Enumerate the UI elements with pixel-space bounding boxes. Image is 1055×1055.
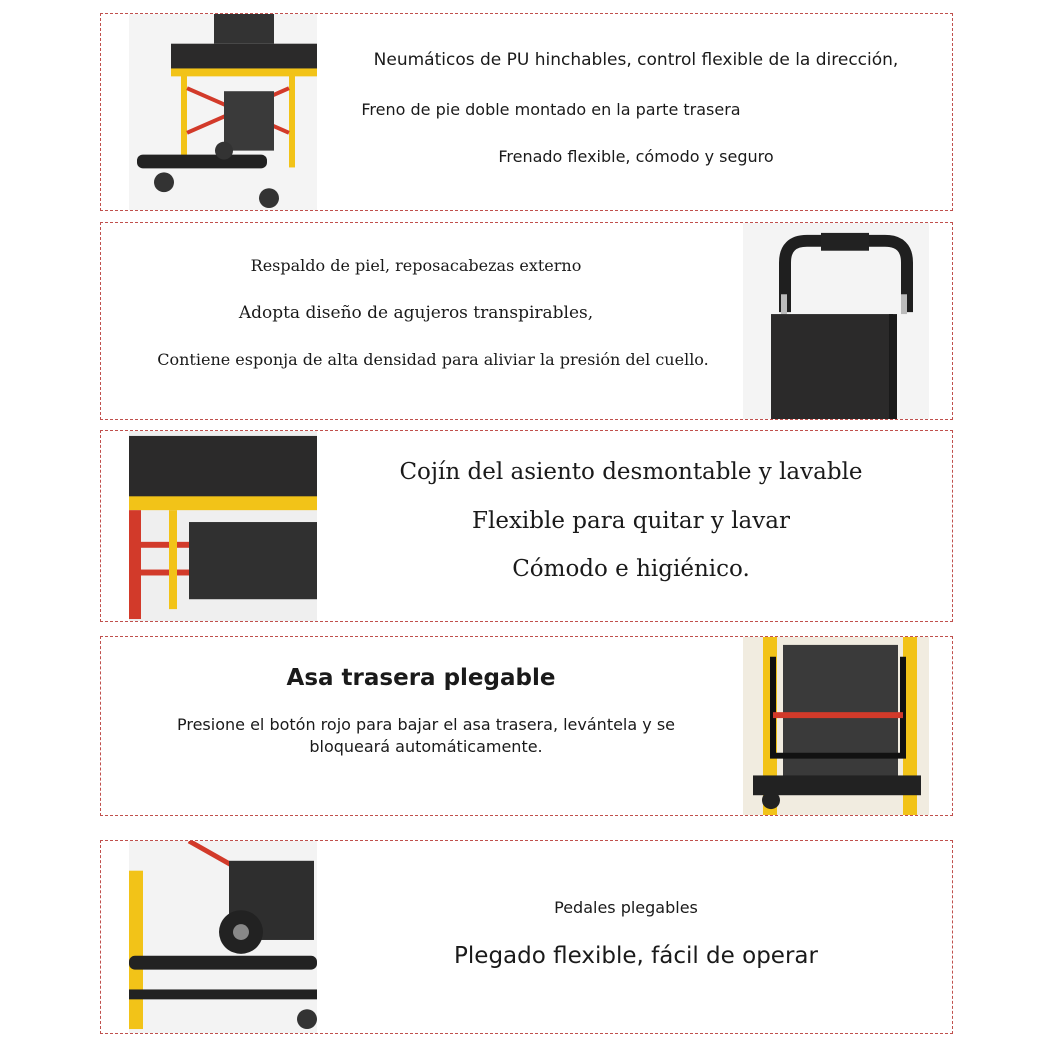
panel-4-line-1: Presione el botón rojo para bajar el asa trasera, levántela y se [176, 715, 675, 734]
panel-1-line-2: Freno de pie doble montado en la parte trasera [361, 100, 741, 119]
feature-panel-rear-handle [100, 636, 953, 816]
rear-handle-title: Asa trasera plegable [286, 665, 556, 691]
feature-panel-backrest [100, 222, 953, 420]
panel-5-line-1: Pedales plegables [554, 898, 698, 917]
panel-5-line-2: Plegado flexible, fácil de operar [454, 943, 818, 969]
feature-panel-seat-cushion [100, 430, 953, 622]
panel-4-line-2: bloqueará automáticamente. [309, 737, 543, 756]
panel-3-line-1: Cojín del asiento desmontable y lavable [399, 459, 863, 485]
panel-2-line-2: Adopta diseño de agujeros transpirables, [238, 303, 594, 323]
feature-panel-pedals [100, 840, 953, 1034]
feature-panel-wheels-brakes [100, 13, 953, 211]
panel-2-line-1: Respaldo de piel, reposacabezas externo [250, 256, 582, 275]
folding-rear-handle-photo [743, 637, 929, 815]
panel-3-line-2: Flexible para quitar y lavar [472, 508, 790, 534]
chair-footrest-wheels-photo [129, 14, 317, 210]
backrest-headrest-photo [743, 223, 929, 419]
panel-1-line-3: Frenado flexible, cómodo y seguro [498, 147, 774, 166]
panel-3-line-3: Cómodo e higiénico. [512, 556, 750, 582]
panel-1-line-1: Neumáticos de PU hinchables, control flexible de la dirección, [373, 50, 899, 70]
panel-2-line-3: Contiene esponja de alta densidad para aliviar la presión del cuello. [157, 350, 709, 369]
seat-cushion-photo [129, 431, 317, 621]
folding-pedals-photo [129, 841, 317, 1033]
